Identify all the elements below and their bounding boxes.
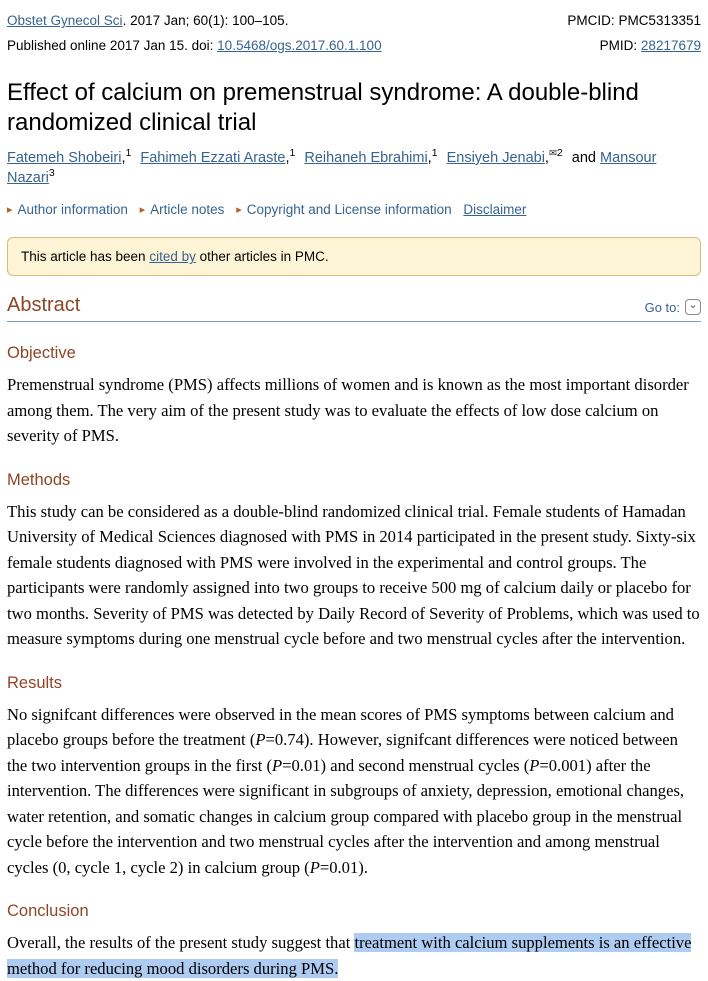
author-link[interactable]: Ensiyeh Jenabi bbox=[446, 150, 545, 166]
abstract-heading: Abstract bbox=[7, 294, 81, 316]
envelope-icon: ✉ bbox=[548, 148, 557, 160]
section-heading-conclusion: Conclusion bbox=[7, 902, 89, 920]
affiliation-sup: 1 bbox=[125, 147, 132, 160]
author: Fatemeh Shobeiri,$^1$ bbox=[7, 147, 132, 166]
chevron-down-icon: ⌄ bbox=[688, 298, 698, 311]
and-word: and bbox=[571, 150, 596, 166]
section-heading-methods: Methods bbox=[7, 470, 71, 489]
disclaimer-link[interactable]: Disclaimer bbox=[463, 202, 527, 217]
goto-label: Go to: bbox=[644, 299, 680, 315]
author-list bbox=[7, 148, 701, 188]
affiliation-sup: 3 bbox=[48, 167, 55, 180]
nav-item-author-information bbox=[7, 202, 128, 217]
goto-dropdown-button[interactable] bbox=[685, 299, 701, 315]
copyright-license-link[interactable]: Copyright and License information bbox=[246, 202, 452, 217]
cited-by-text: other articles in PMC. bbox=[195, 249, 329, 264]
author-link[interactable]: Fahimeh Ezzati Araste bbox=[140, 150, 286, 166]
doi-link[interactable]: 10.5468/ogs.2017.60.1.100 bbox=[217, 38, 382, 53]
pmid-label: PMID: bbox=[599, 38, 641, 53]
author: Fahimeh Ezzati Araste,$^1$ bbox=[140, 147, 296, 166]
objective-paragraph: Premenstrual syndrome (PMS) affects millions of women and is known as the most important disorder among them. The very aim of the present study was to evaluate the effects of low dose calcium on severity of PMS. bbox=[7, 375, 689, 445]
pmcid bbox=[567, 8, 701, 33]
article-notes-link[interactable]: Article notes bbox=[150, 202, 225, 217]
chevron-right-icon: ▸ bbox=[236, 204, 242, 216]
author-link[interactable]: Reihaneh Ebrahimi bbox=[304, 150, 428, 166]
citation-text: . 2017 Jan; 60(1): 100–105. bbox=[122, 13, 289, 28]
section-heading-results: Results bbox=[7, 673, 63, 692]
section-heading-objective: Objective bbox=[7, 344, 76, 362]
pmcid-label: PMCID: bbox=[567, 13, 619, 28]
affiliation-sup: 1 bbox=[431, 147, 438, 160]
pmid-link[interactable]: 28217679 bbox=[640, 38, 701, 53]
published-text: Published online 2017 Jan 15. doi: bbox=[7, 38, 218, 53]
cited-by-text: This article has been bbox=[21, 249, 150, 264]
goto-widget bbox=[645, 299, 701, 315]
author-information-link[interactable]: Author information bbox=[17, 202, 128, 217]
published-line bbox=[7, 33, 382, 58]
citation-header bbox=[7, 8, 701, 58]
conclusion-paragraph: Overall, the results of the present study suggest that treatment with calcium supplements is an effective method for reducing mood disorders during PMS. bbox=[7, 933, 692, 978]
chevron-right-icon: ▸ bbox=[139, 204, 146, 216]
results-paragraph: No signifcant differences were observed in the mean scores of PMS symptoms between calcium and placebo groups before the treatment (P=0.74). However, signifcant differences were noticed between the two intervention groups in the first (P=0.01) and second menstrual cycles (P=0.001) after the intervention. The differences were significant in subgroups of anxiety, depression, emotional changes, water retention, and somatic changes in calcium group compared with placebo group in the menstrual cycle before the intervention and two menstrual cycles after the intervention and among menstrual cycles (0, cycle 1, cycle 2) in calcium group (P=0.01). bbox=[7, 704, 685, 877]
journal-link[interactable]: Obstet Gynecol Sci bbox=[7, 13, 123, 28]
nav-item-article-notes bbox=[140, 202, 225, 217]
affiliation-sup: 1 bbox=[289, 147, 296, 160]
author-link[interactable]: Mansour Nazari bbox=[7, 150, 657, 186]
cited-by-box bbox=[7, 237, 701, 276]
article-nav-links bbox=[7, 201, 701, 220]
author: Reihaneh Ebrahimi,$^1$ bbox=[304, 147, 438, 166]
methods-paragraph: This study can be considered as a double-blind randomized clinical trial. Female students of Hamadan University of Medical Sciences diagnosed with PMS in 2014 participated in the present study. Sixty-six female students diagnosed with PMS were involved in the experimental and control groups. The participants were randomly assigned into two groups to receive 500 mg of calcium daily or placebo for two months. Severity of PMS was detected by Daily Record of Severity of Problems, which was used to measure symptoms during one menstrual cycle before and two menstrual cycles after the intervention. bbox=[7, 501, 700, 648]
chevron-right-icon: ▸ bbox=[7, 204, 13, 216]
pmid bbox=[600, 33, 701, 58]
affiliation-sup: ✉2 bbox=[548, 147, 563, 160]
author: Ensiyeh Jenabi,$^{✉2}$ bbox=[446, 147, 563, 166]
nav-item-copyright bbox=[236, 202, 451, 217]
author-link[interactable]: Fatemeh Shobeiri bbox=[7, 150, 122, 166]
journal-citation bbox=[7, 8, 288, 33]
abstract-header bbox=[7, 294, 701, 322]
page-title: Effect of calcium on premenstrual syndrome: A double-blind randomized clinical trial bbox=[7, 79, 639, 136]
cited-by-link[interactable]: cited by bbox=[149, 249, 196, 264]
pmcid-value: PMC5313351 bbox=[618, 13, 701, 28]
